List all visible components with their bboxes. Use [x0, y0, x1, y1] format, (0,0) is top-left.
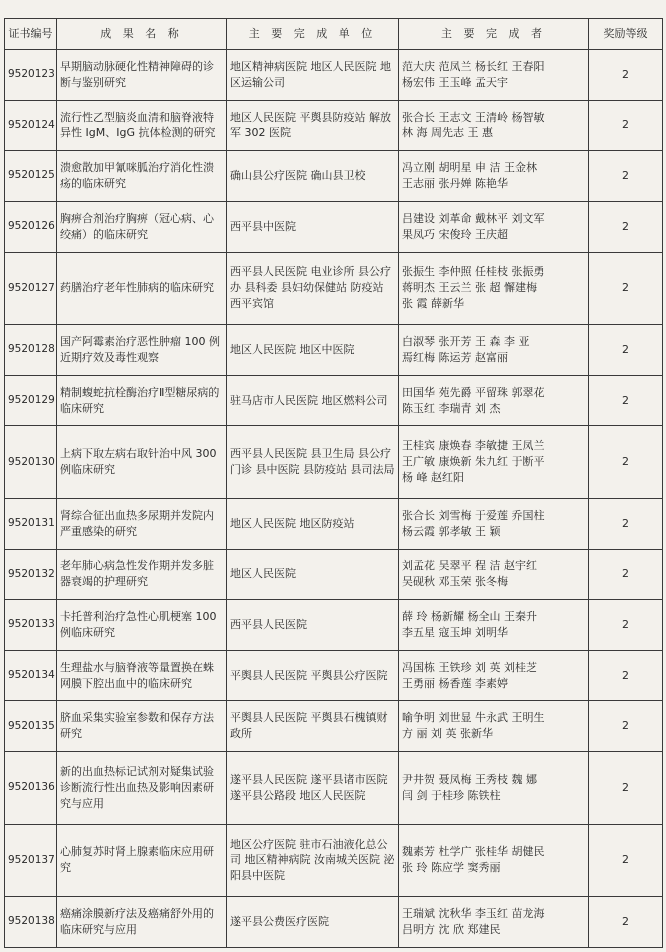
grade-cell: 2: [589, 897, 663, 948]
title-cell: 精制蝮蛇抗栓酶治疗Ⅱ型糖尿病的临床研究: [57, 375, 227, 426]
people-cell: 尹井贺 聂凤梅 王秀枝 魏 娜 闫 剑 于桂珍 陈铁柱: [399, 752, 589, 825]
title-cell: 流行性乙型脑炎血清和脑脊液特异性 IgM、IgG 抗体检测的研究: [57, 100, 227, 151]
header-title: 成 果 名 称: [57, 19, 227, 50]
units-cell: 地区人民医院: [227, 549, 399, 600]
units-cell: 平舆县人民医院 平舆县公疗医院: [227, 650, 399, 701]
units-cell: 确山县公疗医院 确山县卫校: [227, 151, 399, 202]
cert-number-cell: 9520131: [5, 498, 57, 549]
people-cell: 张振生 李仲照 任桂枝 张振勇 蒋明杰 王云兰 张 超 懈建梅 张 霞 薛新华: [399, 252, 589, 325]
title-cell: 溃愈散加甲氰咪胍治疗消化性溃疡的临床研究: [57, 151, 227, 202]
people-cell: 魏素芳 杜学广 张桂华 胡健民 张 玲 陈应学 窦秀丽: [399, 824, 589, 897]
grade-cell: 2: [589, 752, 663, 825]
grade-cell: 2: [589, 650, 663, 701]
units-cell: 西平县中医院: [227, 201, 399, 252]
table-row: [5, 252, 663, 325]
grade-cell: 2: [589, 252, 663, 325]
table-row: [5, 752, 663, 825]
cert-number-cell: 9520132: [5, 549, 57, 600]
units-cell: 遂平县人民医院 遂平县诸市医院 遂平县公路段 地区人民医院: [227, 752, 399, 825]
title-cell: 国产阿霉素治疗恶性肿瘤 100 例近期疗效及毒性观察: [57, 325, 227, 376]
table-row: [5, 824, 663, 897]
people-cell: 吕建设 刘革命 戴林平 刘文军 果凤巧 宋俊玲 王庆超: [399, 201, 589, 252]
people-cell: 张合长 王志文 王清岭 杨智敏 林 海 周先志 王 惠: [399, 100, 589, 151]
units-cell: 驻马店市人民医院 地区燃料公司: [227, 375, 399, 426]
table-row: [5, 426, 663, 499]
header-row: [5, 19, 663, 50]
units-cell: 西平县人民医院: [227, 600, 399, 651]
title-cell: 早期脑动脉硬化性精神障碍的诊断与鉴别研究: [57, 50, 227, 101]
grade-cell: 2: [589, 498, 663, 549]
units-cell: 遂平县公费医疗医院: [227, 897, 399, 948]
cert-number-cell: 9520127: [5, 252, 57, 325]
grade-cell: 2: [589, 325, 663, 376]
table-row: [5, 201, 663, 252]
grade-cell: 2: [589, 701, 663, 752]
title-cell: 老年肺心病急性发作期并发多脏器衰竭的护理研究: [57, 549, 227, 600]
grade-cell: 2: [589, 600, 663, 651]
title-cell: 肾综合征出血热多尿期并发院内严重感染的研究: [57, 498, 227, 549]
title-cell: 胸痹合剂治疗胸痹（冠心病、心绞痛）的临床研究: [57, 201, 227, 252]
header-cert-no: 证书编号: [5, 19, 57, 50]
units-cell: 地区人民医院 地区防疫站: [227, 498, 399, 549]
title-cell: 卡托普利治疗急性心肌梗塞 100 例临床研究: [57, 600, 227, 651]
grade-cell: 2: [589, 824, 663, 897]
cert-number-cell: 9520136: [5, 752, 57, 825]
awards-table: [4, 18, 663, 948]
people-cell: 王瑞斌 沈秋华 李玉红 苗龙海 吕明方 沈 欣 郑建民: [399, 897, 589, 948]
people-cell: 张合长 刘雪梅 于爱莲 乔国柱 杨云霞 郭孝敏 王 颖: [399, 498, 589, 549]
units-cell: 西平县人民医院 电业诊所 县公疗办 县科委 县妇幼保健站 防疫站 西平宾馆: [227, 252, 399, 325]
cert-number-cell: 9520138: [5, 897, 57, 948]
cert-number-cell: 9520137: [5, 824, 57, 897]
cert-number-cell: 9520134: [5, 650, 57, 701]
cert-number-cell: 9520130: [5, 426, 57, 499]
people-cell: 白淑琴 张开芳 王 森 李 亚 焉红梅 陈运芳 赵富丽: [399, 325, 589, 376]
grade-cell: 2: [589, 151, 663, 202]
title-cell: 心肺复苏时肾上腺素临床应用研究: [57, 824, 227, 897]
people-cell: 喻争明 刘世显 牛永武 王明生 方 丽 刘 英 张新华: [399, 701, 589, 752]
units-cell: 地区精神病医院 地区人民医院 地区运输公司: [227, 50, 399, 101]
people-cell: 王桂宾 康焕春 李敏捷 王凤兰 王广敏 康焕新 朱九红 于断平 杨 峰 赵红阳: [399, 426, 589, 499]
table-row: [5, 325, 663, 376]
table-row: [5, 151, 663, 202]
cert-number-cell: 9520133: [5, 600, 57, 651]
title-cell: 脐血采集实验室参数和保存方法研究: [57, 701, 227, 752]
grade-cell: 2: [589, 549, 663, 600]
people-cell: 冯国栋 王铁珍 刘 英 刘桂芝 王勇丽 杨香莲 李素婷: [399, 650, 589, 701]
cert-number-cell: 9520135: [5, 701, 57, 752]
title-cell: 上病下取左病右取针治中风 300 例临床研究: [57, 426, 227, 499]
units-cell: 平舆县人民医院 平舆县石槐镇财政所: [227, 701, 399, 752]
header-people: 主 要 完 成 者: [399, 19, 589, 50]
grade-cell: 2: [589, 201, 663, 252]
grade-cell: 2: [589, 100, 663, 151]
header-units: 主 要 完 成 单 位: [227, 19, 399, 50]
cert-number-cell: 9520125: [5, 151, 57, 202]
people-cell: 冯立刚 胡明星 申 洁 王金林 王志丽 张丹婵 陈艳华: [399, 151, 589, 202]
title-cell: 新的出血热标记试剂对疑集试验诊断流行性出血热及影响因素研究与应用: [57, 752, 227, 825]
units-cell: 地区人民医院 地区中医院: [227, 325, 399, 376]
people-cell: 田国华 苑先爵 平留珠 郭翠花 陈玉红 李瑞青 刘 杰: [399, 375, 589, 426]
grade-cell: 2: [589, 50, 663, 101]
grade-cell: 2: [589, 375, 663, 426]
units-cell: 地区人民医院 平舆县防疫站 解放军 302 医院: [227, 100, 399, 151]
title-cell: 生理盐水与脑脊液等量置换在蛛网膜下腔出血中的临床研究: [57, 650, 227, 701]
table-row: [5, 375, 663, 426]
cert-number-cell: 9520126: [5, 201, 57, 252]
people-cell: 刘孟花 吴翠平 程 洁 赵宇红 吴砚秋 邓玉荣 张冬梅: [399, 549, 589, 600]
header-grade: 奖励等级: [589, 19, 663, 50]
table-row: [5, 650, 663, 701]
cert-number-cell: 9520123: [5, 50, 57, 101]
table-row: [5, 100, 663, 151]
table-row: [5, 701, 663, 752]
table-row: [5, 897, 663, 948]
cert-number-cell: 9520124: [5, 100, 57, 151]
title-cell: 癌痛涂膜新疗法及癌痛舒外用的临床研究与应用: [57, 897, 227, 948]
people-cell: 薛 玲 杨新耀 杨全山 王秦升 李五星 寇玉坤 刘明华: [399, 600, 589, 651]
grade-cell: 2: [589, 426, 663, 499]
title-cell: 药膳治疗老年性肺病的临床研究: [57, 252, 227, 325]
units-cell: 地区公疗医院 驻市石油液化总公司 地区精神病院 汝南城关医院 泌阳县中医院: [227, 824, 399, 897]
table-row: [5, 50, 663, 101]
table-row: [5, 600, 663, 651]
people-cell: 范大庆 范凤兰 杨长红 王春阳 杨宏伟 王玉峰 孟天宇: [399, 50, 589, 101]
units-cell: 西平县人民医院 县卫生局 县公疗门诊 县中医院 县防疫站 县司法局: [227, 426, 399, 499]
cert-number-cell: 9520128: [5, 325, 57, 376]
table-row: [5, 498, 663, 549]
table-row: [5, 549, 663, 600]
cert-number-cell: 9520129: [5, 375, 57, 426]
